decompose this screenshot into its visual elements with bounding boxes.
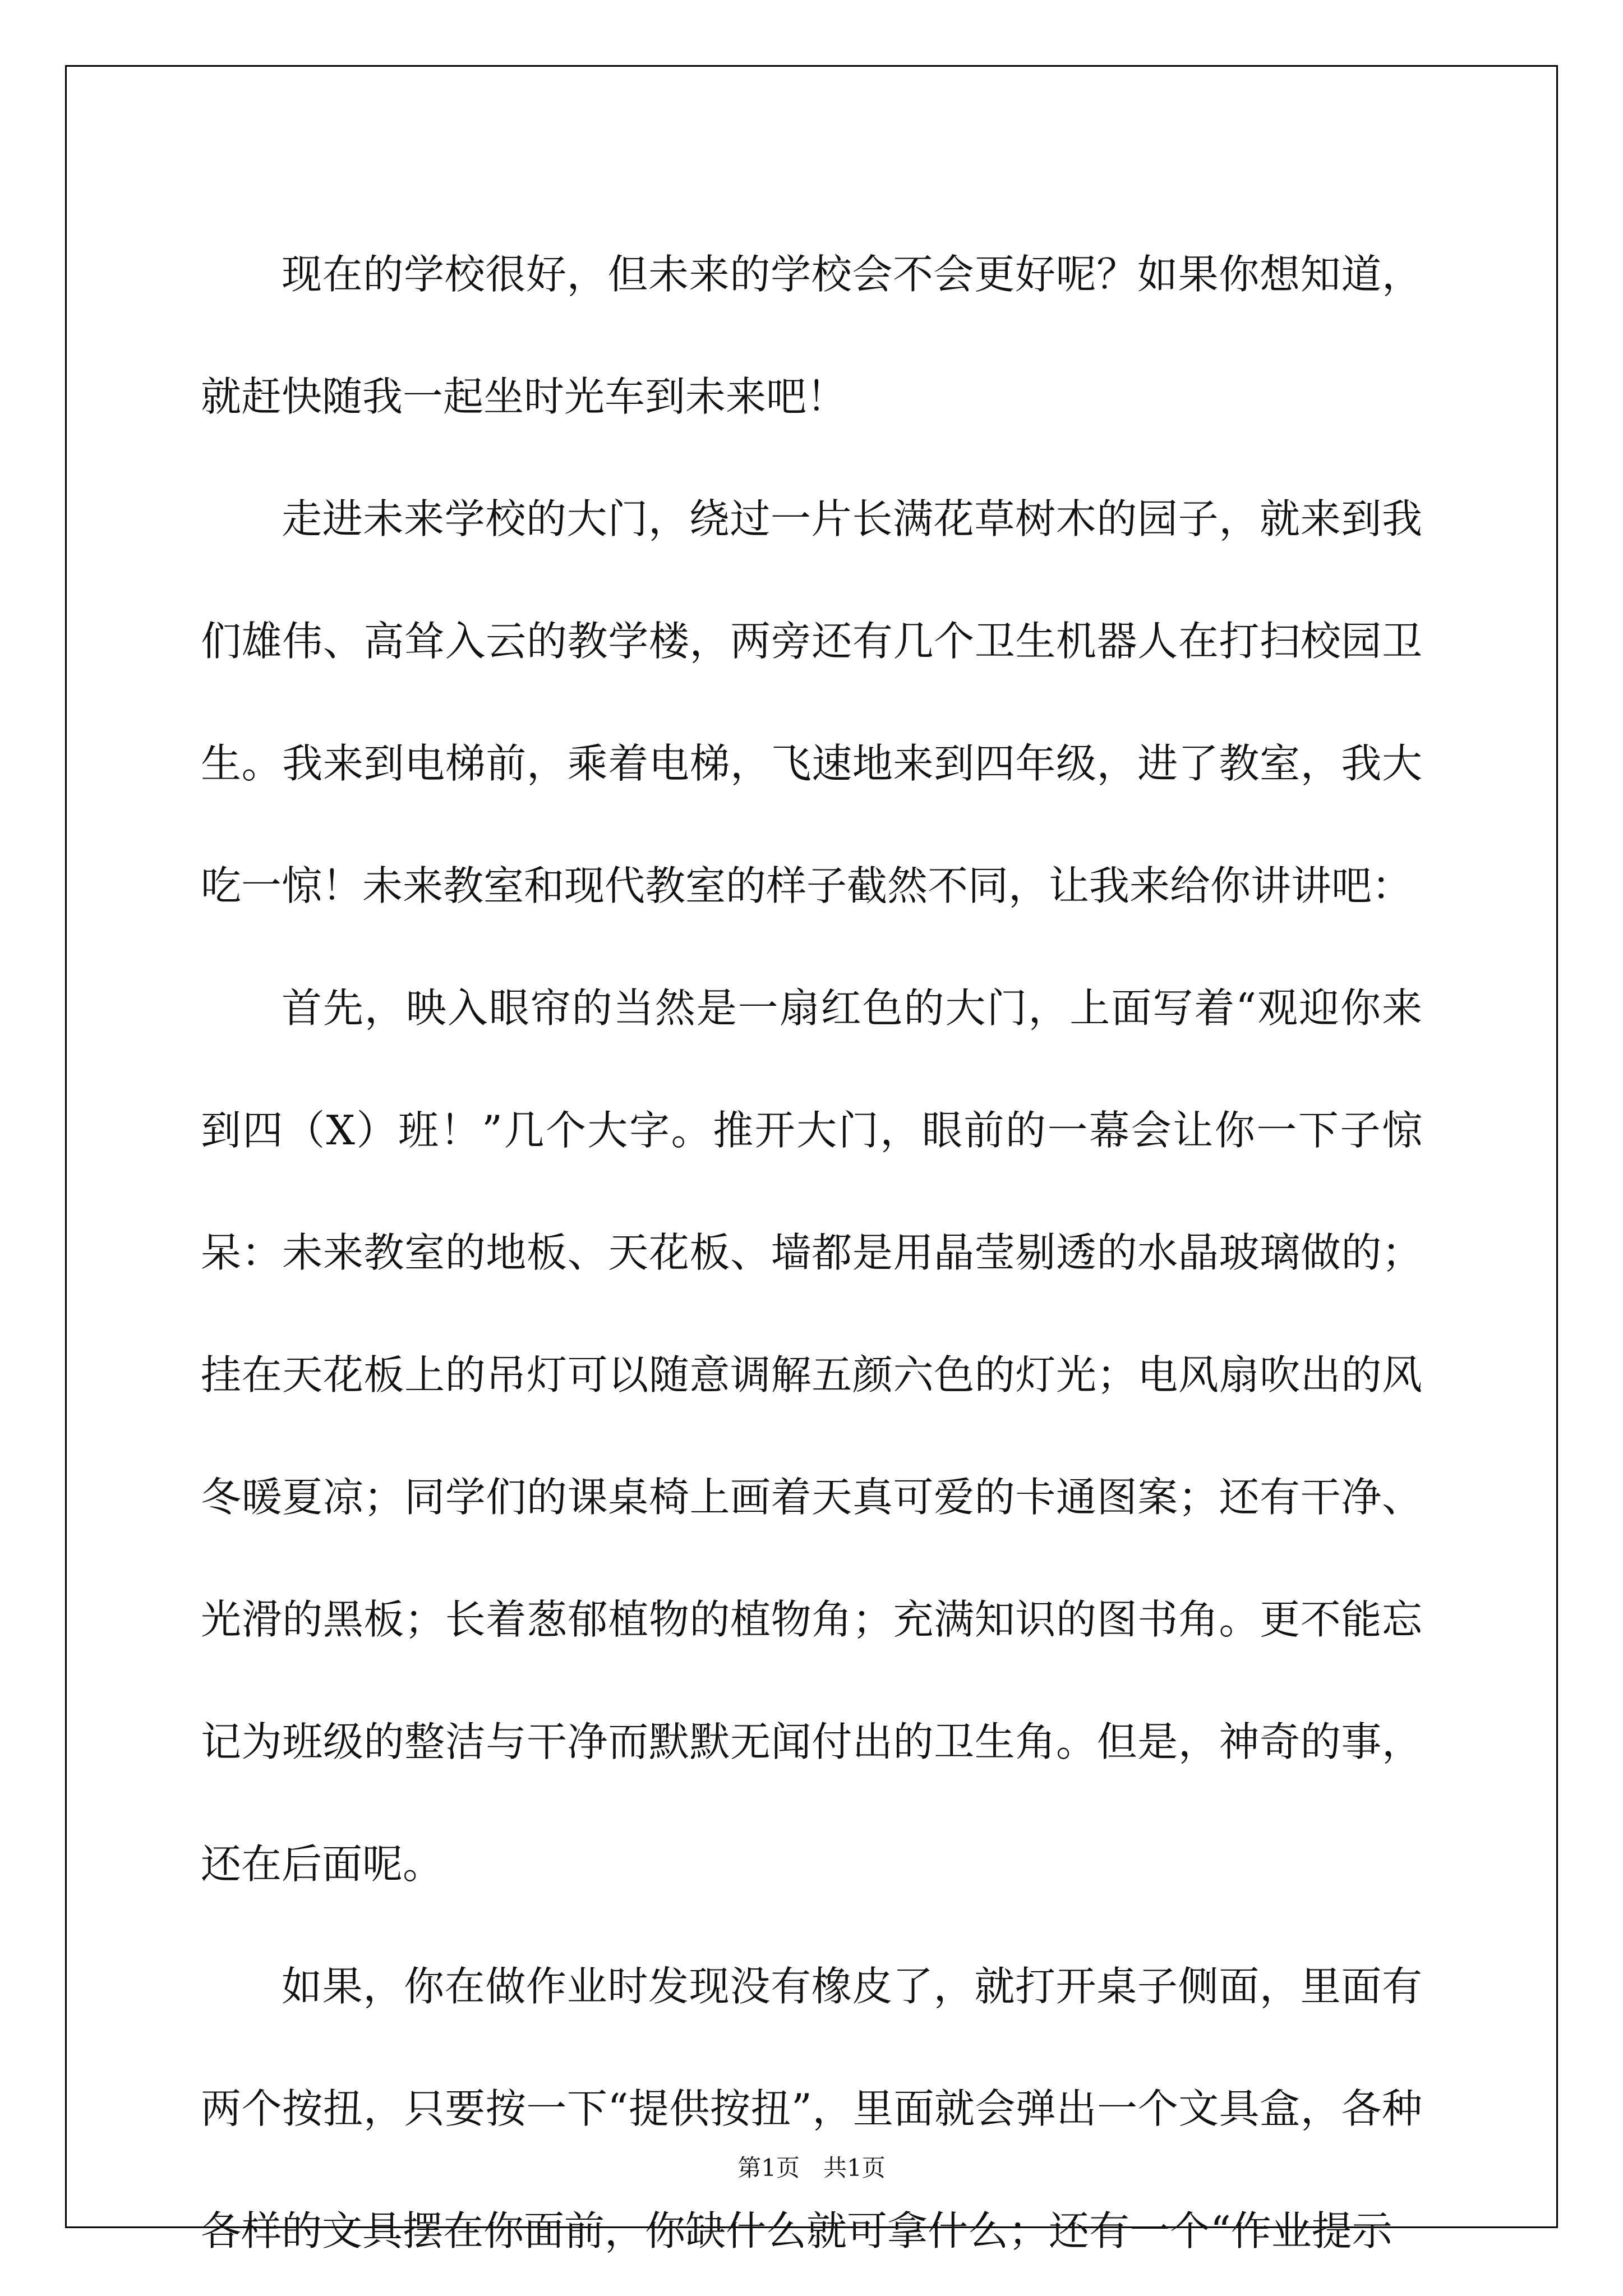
paragraph-3: 首先，映入眼帘的当然是一扇红色的大门，上面写着“观迎你来到四（X）班！”几个大字。推开大门，眼前的一幕会让你一下子惊呆：未来教室的地板、天花板、墙都是用晶莹剔透的水晶玻璃做的；挂在天花板上的吊灯可以随意调解五颜六色的灯光；电风扇吹出的风冬暖夏凉；同学们的课桌椅上画着天真可爱的卡通图案；还有干净、光滑的黑板；长着葱郁植物的植物角；充满知识的图书角。更不能忘记为班级的整洁与干净而默默无闻付出的卫生角。但是，神奇的事，还在后面呢。 — [201, 984, 1422, 1888]
page-footer: 第1页 共1页 — [737, 2154, 886, 2182]
paragraph-1: 现在的学校很好，但未来的学校会不会更好呢？如果你想知道，就赶快随我一起坐时光车到未来吧！ — [201, 251, 1422, 420]
document-body — [201, 213, 1422, 2292]
paragraph-4: 如果，你在做作业时发现没有橡皮了，就打开桌子侧面，里面有两个按扭，只要按一下“提供按扭”，里面就会弹出一个文具盒，各种各样的文具摆在你面前，你缺什么就可拿什么；还有一个“作业提示 — [201, 1963, 1422, 2254]
paragraph-2: 走进未来学校的大门，绕过一片长满花草树木的园子，就来到我们雄伟、高耸入云的教学楼，两旁还有几个卫生机器人在打扫校园卫生。我来到电梯前，乘着电梯，飞速地来到四年级，进了教室，我大吃一惊！未来教室和现代教室的样子截然不同，让我来给你讲讲吧： — [201, 495, 1422, 909]
